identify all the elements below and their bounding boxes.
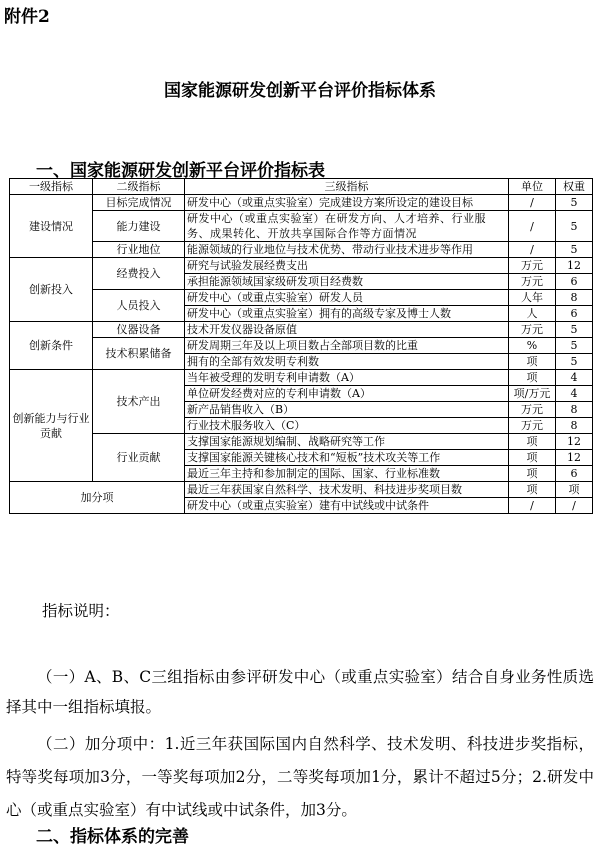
weight-cell: 项 xyxy=(556,482,593,498)
level1-cell: 创新能力与行业贡献 xyxy=(10,370,93,482)
weight-cell: 6 xyxy=(556,466,593,482)
level2-cell: 经费投入 xyxy=(93,258,185,290)
table-row xyxy=(10,258,593,274)
level2-cell: 行业贡献 xyxy=(93,434,185,482)
unit-cell: 项/万元 xyxy=(509,386,556,402)
weight-cell: 8 xyxy=(556,402,593,418)
notes-title: 指标说明： xyxy=(42,602,120,620)
level3-cell: 单位研发经费对应的专利申请数（A） xyxy=(185,386,509,402)
table-row xyxy=(10,370,593,386)
level2-cell: 行业地位 xyxy=(93,242,185,258)
weight-cell: 4 xyxy=(556,386,593,402)
level3-cell: 承担能源领域国家级研发项目经费数 xyxy=(185,274,509,290)
weight-cell: 8 xyxy=(556,418,593,434)
unit-cell: 万元 xyxy=(509,402,556,418)
table-row xyxy=(10,195,593,211)
level3-cell: 当年被受理的发明专利申请数（A） xyxy=(185,370,509,386)
unit-cell: 万元 xyxy=(509,322,556,338)
indicator-table xyxy=(9,178,593,514)
column-header: 二级指标 xyxy=(93,179,185,195)
unit-cell: % xyxy=(509,338,556,354)
weight-cell: 12 xyxy=(556,258,593,274)
level3-cell: 研发中心（或重点实验室）建有中试线或中试条件 xyxy=(185,498,509,514)
unit-cell: 万元 xyxy=(509,258,556,274)
table-row xyxy=(10,338,593,354)
unit-cell: 项 xyxy=(509,466,556,482)
level3-cell: 行业技术服务收入（C） xyxy=(185,418,509,434)
unit-cell: / xyxy=(509,211,556,242)
note-paragraph-2: （二）加分项中：1.近三年获国际国内自然科学、技术发明、科技进步奖指标，特等奖每项加3分，一等奖每项加2分，二等奖每项加1分，累计不超过5分；2.研发中心（或重点实验室）有中试线或中试条件，加3分。 xyxy=(6,734,594,819)
unit-cell: 项 xyxy=(509,354,556,370)
unit-cell: 项 xyxy=(509,434,556,450)
weight-cell: 8 xyxy=(556,290,593,306)
section-1-title: 一、国家能源研发创新平台评价指标表 xyxy=(36,161,325,181)
level3-cell: 能源领域的行业地位与技术优势、带动行业技术进步等作用 xyxy=(185,242,509,258)
unit-cell: 项 xyxy=(509,482,556,498)
level3-cell: 新产品销售收入（B） xyxy=(185,402,509,418)
level1-cell: 建设情况 xyxy=(10,195,93,258)
table-row xyxy=(10,242,593,258)
attachment-label: 附件2 xyxy=(4,7,50,27)
level3-cell: 技术开发仪器设备原值 xyxy=(185,322,509,338)
level2-cell: 目标完成情况 xyxy=(93,195,185,211)
weight-cell: 6 xyxy=(556,306,593,322)
unit-cell: 项 xyxy=(509,450,556,466)
level2-cell: 人员投入 xyxy=(93,290,185,322)
column-header: 单位 xyxy=(509,179,556,195)
table-header-row xyxy=(10,179,593,195)
unit-cell: / xyxy=(509,498,556,514)
level1-cell: 创新条件 xyxy=(10,322,93,370)
level3-cell: 支撑国家能源规划编制、战略研究等工作 xyxy=(185,434,509,450)
level3-cell: 研发中心（或重点实验室）拥有的高级专家及博士人数 xyxy=(185,306,509,322)
column-header: 三级指标 xyxy=(185,179,509,195)
weight-cell: 5 xyxy=(556,195,593,211)
level3-cell: 研发中心（或重点实验室）研发人员 xyxy=(185,290,509,306)
level3-cell: 最近三年获国家自然科学、技术发明、科技进步奖项目数 xyxy=(185,482,509,498)
level2-cell: 技术产出 xyxy=(93,370,185,434)
weight-cell: 5 xyxy=(556,354,593,370)
unit-cell: / xyxy=(509,195,556,211)
column-header: 权重 xyxy=(556,179,593,195)
level3-cell: 研发中心（或重点实验室）在研发方向、人才培养、行业服务、成果转化、开放共享国际合作等方面情况 xyxy=(185,211,509,242)
table-row xyxy=(10,322,593,338)
level3-cell: 研究与试验发展经费支出 xyxy=(185,258,509,274)
table-row xyxy=(10,482,593,498)
note-paragraph-1: （一）A、B、C三组指标由参评研发中心（或重点实验室）结合自身业务性质选择其中一组指标填报。 xyxy=(6,667,594,716)
level2-cell: 仪器设备 xyxy=(93,322,185,338)
weight-cell: / xyxy=(556,498,593,514)
unit-cell: 项 xyxy=(509,370,556,386)
weight-cell: 5 xyxy=(556,211,593,242)
page-title: 国家能源研发创新平台评价指标体系 xyxy=(164,81,436,101)
level3-cell: 支撑国家能源关键核心技术和“短板”技术攻关等工作 xyxy=(185,450,509,466)
level1-cell: 创新投入 xyxy=(10,258,93,322)
table-row xyxy=(10,211,593,242)
level2-cell: 能力建设 xyxy=(93,211,185,242)
section-2-title: 二、指标体系的完善 xyxy=(36,827,189,847)
unit-cell: / xyxy=(509,242,556,258)
unit-cell: 万元 xyxy=(509,418,556,434)
column-header: 一级指标 xyxy=(10,179,93,195)
weight-cell: 5 xyxy=(556,242,593,258)
level3-cell: 最近三年主持和参加制定的国际、国家、行业标准数 xyxy=(185,466,509,482)
weight-cell: 6 xyxy=(556,274,593,290)
level3-cell: 研发周期三年及以上项目数占全部项目数的比重 xyxy=(185,338,509,354)
unit-cell: 万元 xyxy=(509,274,556,290)
unit-cell: 人 xyxy=(509,306,556,322)
table-row xyxy=(10,290,593,306)
weight-cell: 4 xyxy=(556,370,593,386)
level3-cell: 拥有的全部有效发明专利数 xyxy=(185,354,509,370)
weight-cell: 5 xyxy=(556,338,593,354)
weight-cell: 12 xyxy=(556,450,593,466)
level3-cell: 研发中心（或重点实验室）完成建设方案所设定的建设目标 xyxy=(185,195,509,211)
unit-cell: 人年 xyxy=(509,290,556,306)
level2-cell: 技术积累储备 xyxy=(93,338,185,370)
bonus-label-cell: 加分项 xyxy=(10,482,185,514)
weight-cell: 12 xyxy=(556,434,593,450)
table-row xyxy=(10,434,593,450)
weight-cell: 5 xyxy=(556,322,593,338)
